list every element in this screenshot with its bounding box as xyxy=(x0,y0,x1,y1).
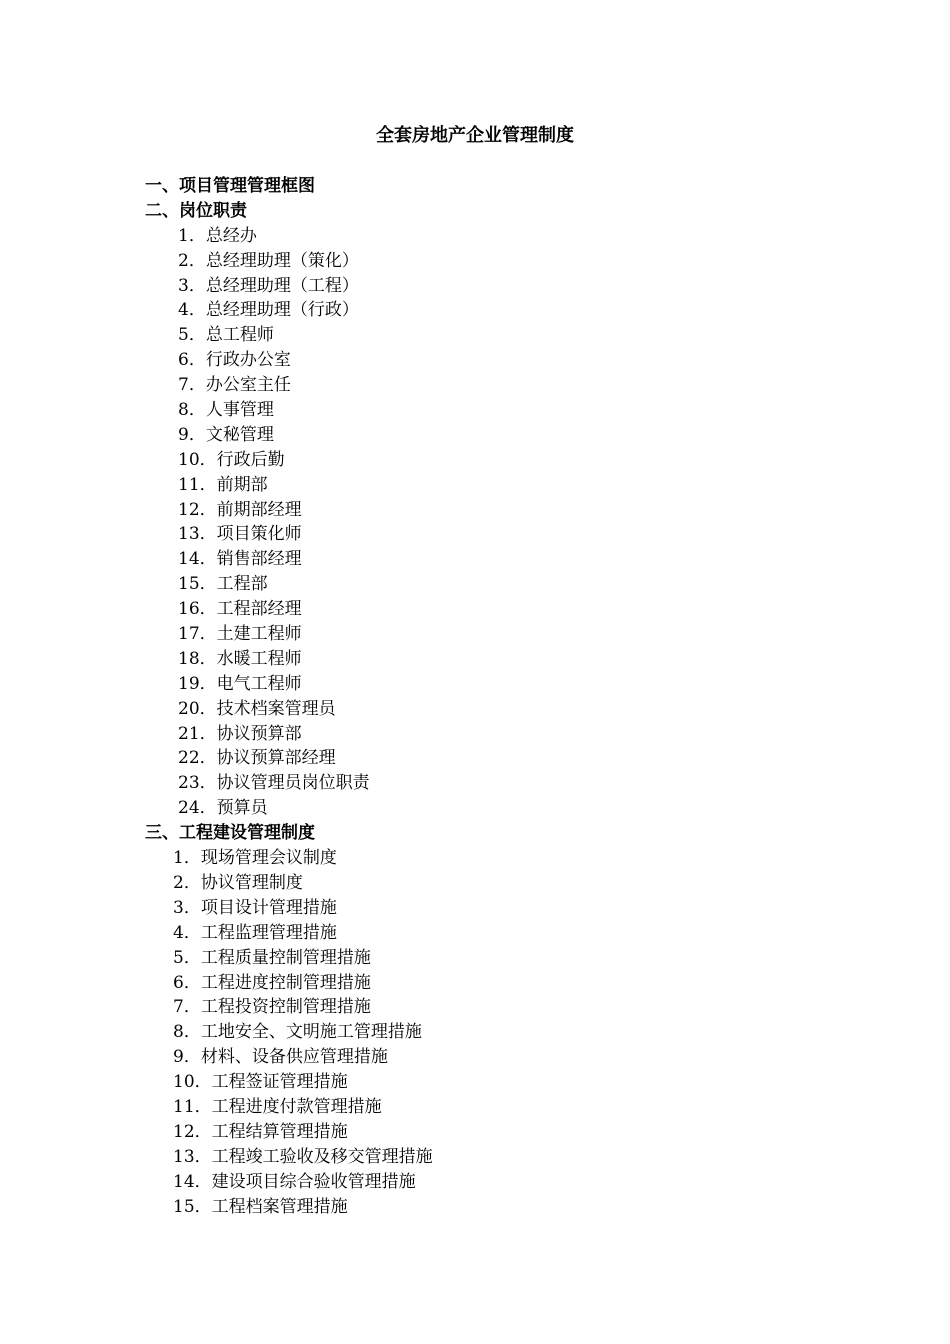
list-item: 5．工程质量控制管理措施 xyxy=(173,947,371,968)
list-item: 11．前期部 xyxy=(178,474,268,495)
list-item: 22．协议预算部经理 xyxy=(178,748,336,769)
list-item: 21．协议预算部 xyxy=(178,723,302,744)
list-item: 17．土建工程师 xyxy=(178,624,302,645)
section-heading-1: 一、项目管理管理框图 xyxy=(145,176,315,196)
list-item: 19．电气工程师 xyxy=(178,673,302,694)
list-item: 12．工程结算管理措施 xyxy=(173,1121,348,1142)
list-item: 15．工程档案管理措施 xyxy=(173,1196,348,1217)
list-item: 9．材料、设备供应管理措施 xyxy=(173,1047,388,1068)
list-item: 6．行政办公室 xyxy=(178,350,291,371)
list-item: 18．水暖工程师 xyxy=(178,648,302,669)
list-item: 2．总经理助理（策化） xyxy=(178,250,359,271)
list-item: 10．行政后勤 xyxy=(178,449,285,470)
list-item: 20．技术档案管理员 xyxy=(178,698,336,719)
list-item: 13．项目策化师 xyxy=(178,524,302,545)
list-item: 6．工程进度控制管理措施 xyxy=(173,972,371,993)
list-item: 12．前期部经理 xyxy=(178,499,302,520)
list-item: 23．协议管理员岗位职责 xyxy=(178,773,370,794)
list-item: 14．销售部经理 xyxy=(178,549,302,570)
list-item: 13．工程竣工验收及移交管理措施 xyxy=(173,1146,433,1167)
list-item: 9．文秘管理 xyxy=(178,424,274,445)
list-item: 15．工程部 xyxy=(178,574,268,595)
list-item: 5．总工程师 xyxy=(178,325,274,346)
document-title: 全套房地产企业管理制度 xyxy=(376,125,574,146)
list-item: 10．工程签证管理措施 xyxy=(173,1072,348,1093)
list-item: 3．项目设计管理措施 xyxy=(173,897,337,918)
list-item: 3．总经理助理（工程） xyxy=(178,275,359,296)
section-2-list xyxy=(145,224,845,821)
list-item: 7．工程投资控制管理措施 xyxy=(173,997,371,1018)
list-item: 1．总经办 xyxy=(178,225,257,246)
list-item: 14．建设项目综合验收管理措施 xyxy=(173,1171,416,1192)
section-heading-2: 二、岗位职责 xyxy=(145,200,247,221)
list-item: 2．协议管理制度 xyxy=(173,872,303,893)
list-item: 24．预算员 xyxy=(178,798,268,819)
list-item: 7．办公室主任 xyxy=(178,375,291,396)
list-item: 16．工程部经理 xyxy=(178,599,302,620)
section-3-list xyxy=(145,846,845,1219)
section-heading-3: 三、工程建设管理制度 xyxy=(145,823,315,844)
list-item: 4．总经理助理（行政） xyxy=(178,300,359,321)
list-item: 8．人事管理 xyxy=(178,400,274,421)
list-item: 8．工地安全、文明施工管理措施 xyxy=(173,1022,422,1043)
table-of-contents xyxy=(145,174,845,1219)
list-item: 1．现场管理会议制度 xyxy=(173,848,337,869)
list-item: 11．工程进度付款管理措施 xyxy=(173,1096,382,1117)
list-item: 4．工程监理管理措施 xyxy=(173,922,337,943)
